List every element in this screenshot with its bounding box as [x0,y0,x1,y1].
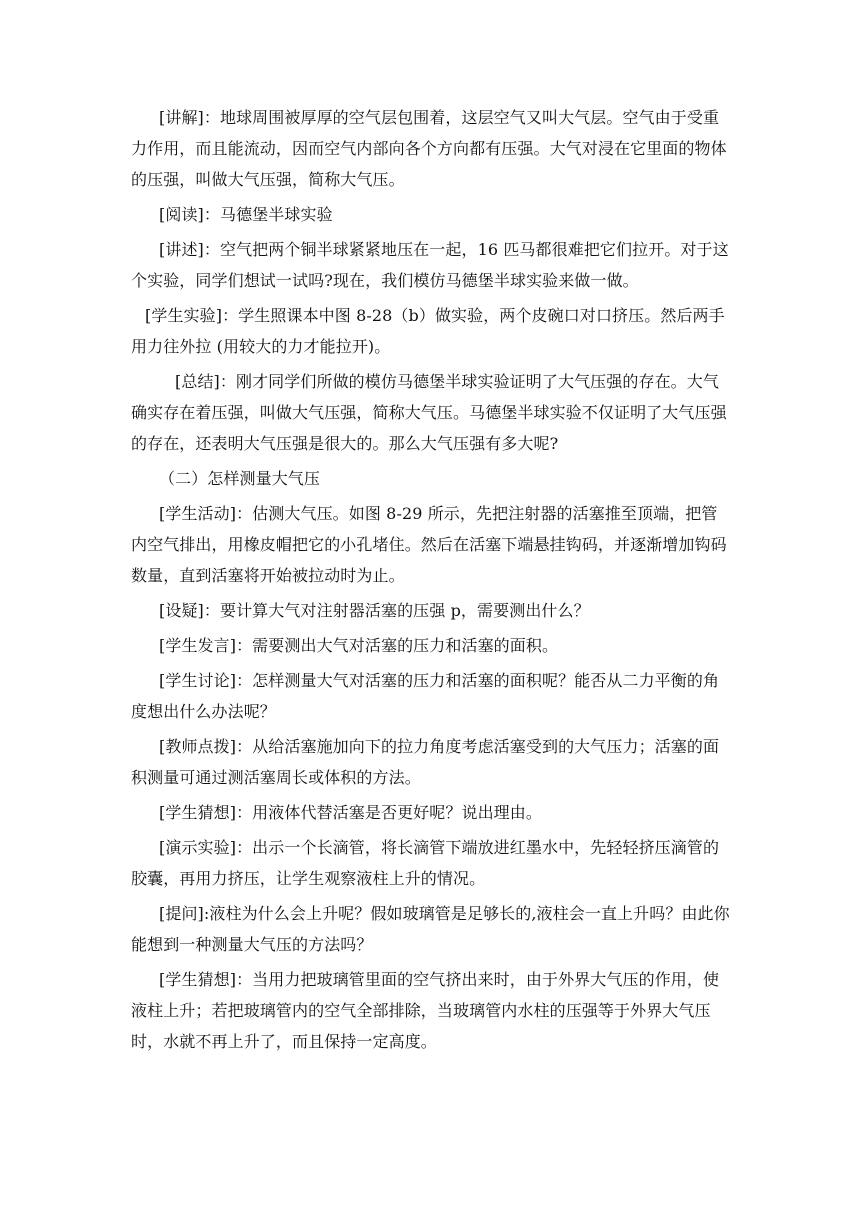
paragraph-student-response: [学生发言]：需要测出大气对活塞的压力和活塞的面积。 [159,636,559,655]
paragraph-student-discussion: [学生讨论]：怎样测量大气对活塞的压力和活塞的面积呢？能否从二力平衡的角度想出什么办法呢？ [131,671,720,721]
paragraph-summary: [总结]：刚才同学们所做的模仿马德堡半球实验证明了大气压强的存在。大气确实存在着压强，叫做大气压强，简称大气压。马德堡半球实验不仅证明了大气压强的存在，还表明大气压强是很大的。那么大气压强有多大呢? [131,372,727,453]
section-heading: （二）怎样测量大气压 [159,469,321,488]
paragraph-teacher-question: [提问]:液柱为什么会上升呢？假如玻璃管是足够长的,液柱会一直上升吗？由此你能想到一种测量大气压的方法吗？ [131,904,730,954]
paragraph-explanation: [讲解]：地球周围被厚厚的空气层包围着，这层空气又叫大气层。空气由于受重力作用，而且能流动，因而空气内部向各个方向都有压强。大气对浸在它里面的物体的压强，叫做大气压强，简称大气压。 [131,108,727,189]
paragraph-student-activity: [学生活动]：估测大气压。如图 8-29 所示，先把注射器的活塞推至顶端，把管内空气排出，用橡皮帽把它的小孔堵住。然后在活塞下端悬挂钩码，并逐渐增加钩码数量，直到活塞将开始被拉动时为止。 [131,504,727,585]
document-page [131,102,731,1061]
paragraph-student-experiment: [学生实验]：学生照课本中图 8-28（b）做实验，两个皮碗口对口挤压。然后两手用力往外拉 (用较大的力才能拉开)。 [131,306,725,356]
paragraph-narration: [讲述]：空气把两个铜半球紧紧地压在一起，16 匹马都很难把它们拉开。对于这个实验，同学们想试一试吗?现在，我们模仿马德堡半球实验来做一做。 [131,240,729,290]
paragraph-teacher-guidance: [教师点拨]：从给活塞施加向下的拉力角度考虑活塞受到的大气压力；活塞的面积测量可通过测活塞周长或体积的方法。 [131,737,720,787]
paragraph-reading: [阅读]：马德堡半球实验 [159,205,333,224]
paragraph-demo-experiment: [演示实验]：出示一个长滴管，将长滴管下端放进红墨水中，先轻轻挤压滴管的胶囊，再用力挤压，让学生观察液柱上升的情况。 [131,838,720,888]
paragraph-student-guess-1: [学生猜想]：用液体代替活塞是否更好呢？说出理由。 [159,803,542,822]
paragraph-student-guess-2: [学生猜想]：当用力把玻璃管里面的空气挤出来时，由于外界大气压的作用，使液柱上升；若把玻璃管内的空气全部排除，当玻璃管内水柱的压强等于外界大气压时，水就不再上升了，而且保持一定高度。 [131,970,720,1051]
paragraph-question: [设疑]：要计算大气对注射器活塞的压强 p，需要测出什么？ [159,601,590,620]
